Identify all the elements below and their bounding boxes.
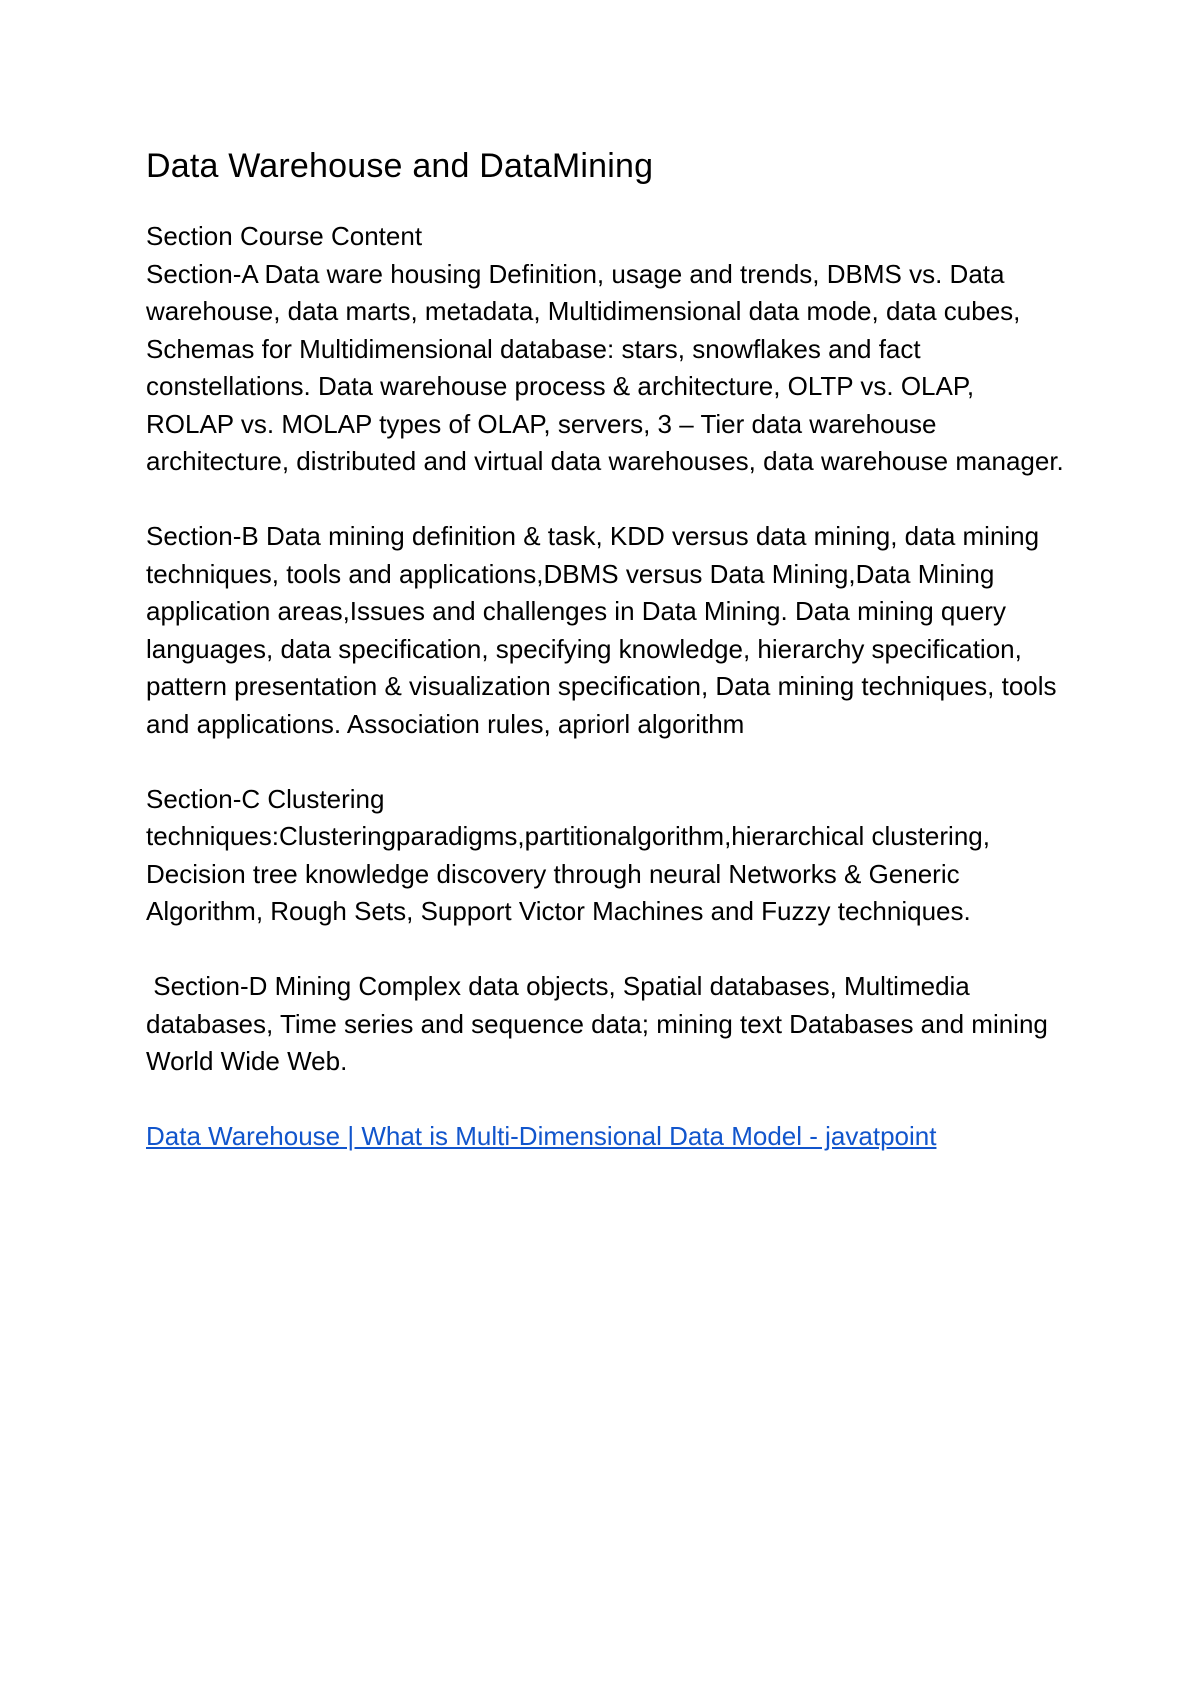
section-d-paragraph: Section-D Mining Complex data objects, Spatial databases, Multimedia databases, Time series and sequence data; mining text Databases and mining World Wide Web.	[146, 971, 1056, 1076]
section-c-paragraph: Section-C Clustering techniques:Clusteringparadigms,partitionalgorithm,hierarchical clustering, Decision tree knowledge discovery through neural Networks & Generic Algorithm, Rough Sets, Support Victor Machines and Fuzzy techniques.	[146, 783, 990, 926]
paragraph-spacer	[146, 743, 1066, 781]
document-page	[146, 140, 1066, 1156]
section-a-paragraph: Section-A Data ware housing Definition, usage and trends, DBMS vs. Data warehouse, data marts, metadata, Multidimensional data mode, data cubes, Schemas for Multidimensional database: stars, snowflakes and fact constellations. Data warehouse process & architecture, OLTP vs. OLAP, ROLAP vs. MOLAP types of OLAP, servers, 3 – Tier data warehouse architecture, distributed and virtual data warehouses, data warehouse manager.	[146, 258, 1064, 476]
course-content-heading: Section Course Content	[146, 221, 423, 251]
title-spacer	[146, 192, 1066, 218]
section-b-paragraph: Section-B Data mining definition & task, KDD versus data mining, data mining techniques, tools and applications,DBMS versus Data Mining,Data Mining application areas,Issues and challenges in Data Mining. Data mining query languages, data specification, specifying knowledge, hierarchy specification, pattern presentation & visualization specification, Data mining techniques, tools and applications. Association rules, apriorl algorithm	[146, 521, 1057, 739]
paragraph-spacer	[146, 1081, 1066, 1119]
reference-paragraph	[146, 1118, 1066, 1156]
paragraph-spacer	[146, 481, 1066, 519]
document-title: Data Warehouse and DataMining	[146, 147, 654, 185]
javatpoint-reference-link[interactable]: Data Warehouse | What is Multi-Dimensional Data Model - javatpoint	[146, 1121, 937, 1151]
paragraph-spacer	[146, 931, 1066, 969]
